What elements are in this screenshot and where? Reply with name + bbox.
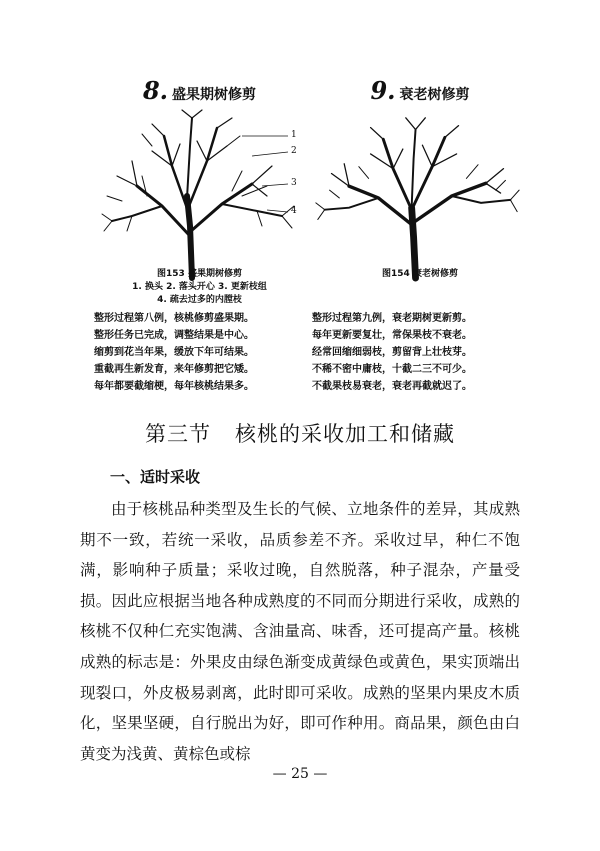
illustration-panel-old-tree-pruning [300, 58, 540, 396]
verse-line: 整形过程第八例，核桃修剪盛果期。 [94, 313, 254, 324]
panel-number: 8. [142, 76, 169, 105]
caption-line: 图153 盛果期树修剪 [157, 269, 242, 279]
caption-line: 图154 衰老树修剪 [382, 269, 458, 279]
verse-line: 缩剪到花当年果，缓放下年可结果。 [94, 347, 254, 358]
callout-label: 4 [291, 206, 297, 216]
verse-line: 每年更新要复壮，常保果枝不衰老。 [312, 330, 472, 341]
page-number: — 25 — [272, 766, 328, 782]
callout-label: 1 [291, 130, 297, 140]
verse-line: 重截再生新发育，来年修剪把它矮。 [94, 364, 254, 375]
pruning-verse [312, 310, 527, 395]
section-title [0, 418, 600, 448]
panel-number: 9. [370, 76, 396, 105]
verse-line: 不稀不密中庸枝，十截二三不可少。 [312, 364, 472, 375]
panel-title [300, 76, 540, 105]
illustration-panel-prime-pruning [82, 58, 317, 396]
panel-title-text: 盛果期树修剪 [172, 87, 257, 103]
section-title-text: 核桃的采收加工和储藏 [235, 422, 455, 446]
figure-caption [300, 268, 540, 281]
callout-label: 3 [291, 178, 297, 188]
pruning-verse [94, 310, 309, 395]
verse-line: 整形过程第九例，衰老期树更新剪。 [312, 313, 472, 324]
subsection-heading: 一、适时采收 [110, 468, 201, 486]
caption-line: 1. 换头 2. 落头开心 3. 更新枝组 [132, 282, 267, 292]
caption-line: 4. 疏去过多的内膛枝 [157, 295, 242, 305]
body-paragraph: 由于核桃品种类型及生长的气候、立地条件的差异，其成熟期不一致，若统一采收，品质参差不齐。采收过早，种仁不饱满，影响种子质量；采收过晚，自然脱落，种子混杂，产量受损。因此应根据当地各种成熟度的不同而分期进行采收，成熟的核桃不仅种仁充实饱满、含油量高、味香，还可提高产量。核桃成熟的标志是：外果皮由绿色渐变成黄绿色或黄色，果实顶端出现裂口，外皮极易剥离，此时即可采收。成熟的坚果内果皮木质化，坚果坚硬，自行脱出为好，即可作种用。商品果，颜色由白黄变为浅黄、黄棕色或棕 [80, 500, 520, 763]
verse-line: 经常回缩细弱枝，剪留背上壮枝芽。 [312, 347, 472, 358]
section-number: 第三节 [145, 422, 211, 446]
old-tree-illustration [310, 108, 525, 283]
body-paragraph-container [80, 494, 520, 769]
callout-label: 2 [291, 146, 297, 156]
prime-tree-illustration [92, 106, 307, 281]
panel-title-text: 衰老树修剪 [399, 87, 470, 103]
panel-title [82, 76, 317, 105]
verse-line: 每年都要截缩梗，每年核桃结果多。 [94, 381, 254, 392]
verse-line: 整形任务已完成，调整结果是中心。 [94, 330, 254, 341]
verse-line: 不截果枝易衰老，衰老再截就迟了。 [312, 381, 472, 392]
figure-caption [82, 268, 317, 307]
